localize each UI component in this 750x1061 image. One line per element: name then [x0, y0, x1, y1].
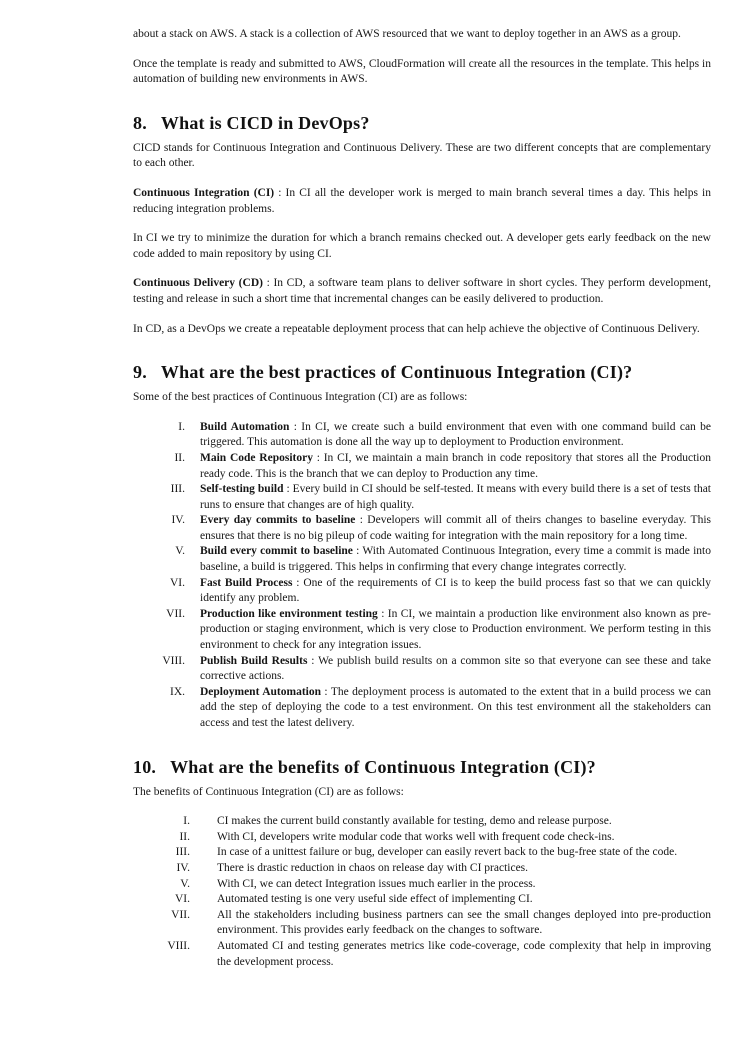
list-item [133, 814, 711, 830]
roman-numeral: I. [183, 815, 190, 828]
bold-term: Build Automation [200, 420, 290, 433]
heading-number: 10. [133, 756, 157, 777]
list-item-text [200, 482, 711, 513]
bold-term: Self-testing build [200, 483, 284, 496]
heading-title: What is CICD in DevOps? [160, 112, 370, 133]
roman-numeral: VII. [166, 607, 185, 620]
bold-term: Publish Build Results [200, 654, 308, 667]
best-practices-intro: Some of the best practices of Continuous Integration (CI) are as follows: [133, 391, 468, 404]
list-item [133, 513, 711, 544]
heading-number: 9. [133, 362, 147, 383]
roman-numeral: III. [170, 483, 185, 496]
bold-term: Deployment Automation [200, 685, 321, 698]
list-item [133, 482, 711, 513]
roman-numeral: VI. [174, 893, 190, 906]
item-body-text: With CI, we can detect Integration issues much earlier in the process. [217, 877, 536, 890]
ci-branch-paragraph: In CI we try to minimize the duration for which a branch remains checked out. A developer gets early feedback on the new code added to main repository by using CI. [133, 232, 711, 260]
cloudformation-paragraph: Once the template is ready and submitted to AWS, CloudFormation will create all the resources in the template. This helps in automation of building new environments in AWS. [133, 57, 711, 86]
roman-numeral: VIII. [167, 939, 190, 952]
page-content [133, 27, 711, 970]
item-body-text: : Every build in CI should be self-tested. It means with every build there is a set of tests that runs to ensure that changes are of high quality. [200, 483, 711, 511]
roman-numeral: V. [175, 545, 185, 558]
list-item-text [200, 654, 711, 685]
heading-title: What are the best practices of Continuous Integration (CI)? [160, 362, 633, 383]
list-item-text [217, 845, 711, 861]
item-body-text: : With Automated Continuous Integration, every time a commit is made into baseline, a build is triggered. This helps in confirming that every change integrates correctly. [200, 545, 711, 574]
bold-term: Continuous Delivery (CD) [133, 277, 263, 290]
item-body-text: In case of a unittest failure or bug, developer can easily revert back to the bug-free state of the code. [217, 846, 678, 859]
item-body-text: Automated testing is one very useful side effect of implementing CI. [217, 893, 533, 906]
bold-term: Continuous Integration (CI) [133, 186, 275, 199]
item-body-text: : Developers will commit all of theirs changes to baseline everyday. This ensures that there is no big pileup of code waiting for integration with the main repository for a long time. [200, 514, 711, 542]
list-item-text [217, 939, 711, 970]
list-item [133, 654, 711, 685]
continuous-integration-paragraph [133, 186, 711, 217]
list-item [133, 685, 711, 732]
list-item-text [217, 861, 711, 877]
heading-title: What are the benefits of Continuous Integration (CI)? [170, 756, 596, 777]
question-10-heading [133, 757, 711, 778]
list-item-text [217, 830, 711, 846]
continuous-delivery-paragraph [133, 276, 711, 307]
question-8-heading [133, 113, 711, 134]
list-item [133, 451, 711, 482]
item-body-text: CI makes the current build constantly available for testing, demo and release purpose. [217, 815, 612, 828]
list-item-text [200, 451, 711, 482]
roman-numeral: III. [175, 846, 190, 859]
roman-numeral: VII. [171, 908, 190, 921]
list-item [133, 830, 711, 846]
roman-numeral: VIII. [162, 654, 185, 667]
roman-numeral: II. [179, 830, 190, 843]
list-item [133, 607, 711, 654]
list-item-text [200, 685, 711, 732]
list-item [133, 845, 711, 861]
cd-objective-paragraph: In CD, as a DevOps we create a repeatable deployment process that can help achieve the objective of Continuous Delivery. [133, 322, 700, 335]
roman-numeral: II. [174, 451, 185, 464]
roman-numeral: IV. [176, 861, 190, 874]
list-item-text [217, 892, 711, 908]
list-item [133, 908, 711, 939]
bold-term: Every day commits to baseline [200, 514, 356, 527]
item-body-text: : In CI, we maintain a main branch in code repository that stores all the Production ready code. This is the branch that we can deploy to Production any time. [200, 451, 711, 480]
continuation-paragraph: about a stack on AWS. A stack is a collection of AWS resourced that we want to deploy together in an AWS as a group. [133, 28, 681, 40]
list-item-text [200, 420, 711, 451]
item-body-text: : In CI, we maintain a production like environment also known as pre-production or staging environment, which is very close to Production environment. We perform testing in this environment to check for any integration issues. [200, 607, 711, 652]
bold-term: Main Code Repository [200, 451, 313, 464]
item-body-text: Automated CI and testing generates metrics like code-coverage, code complexity that help in improving the development process. [217, 939, 711, 968]
list-item [133, 892, 711, 908]
bold-term: Build every commit to baseline [200, 545, 353, 558]
benefits-intro: The benefits of Continuous Integration (CI) are as follows: [133, 785, 404, 798]
benefits-list [133, 814, 711, 970]
list-item [133, 861, 711, 877]
cicd-definition-paragraph: CICD stands for Continuous Integration and Continuous Delivery. These are two different concepts that are complementary to each other. [133, 141, 711, 170]
list-item-text [200, 607, 711, 654]
item-body-text: : In CI, we create such a build environment that even with one command build can be triggered. This automation is done all the way up to deployment to Production environment. [200, 420, 711, 449]
list-item [133, 420, 711, 451]
list-item-text [200, 513, 711, 544]
roman-numeral: V. [180, 877, 190, 890]
roman-numeral: IX. [169, 685, 185, 698]
list-item-text [217, 908, 711, 939]
best-practices-list [133, 420, 711, 732]
list-item [133, 877, 711, 893]
item-body-text: : One of the requirements of CI is to keep the build process fast so that we can quickly identify any problem. [200, 576, 711, 605]
item-body-text: All the stakeholders including business partners can see the small changes deployed into pre-production environment. This provides early feedback on the changes to software. [217, 908, 711, 937]
roman-numeral: VI. [169, 576, 185, 589]
list-item-text [217, 877, 711, 893]
paragraph-text: : In CI all the developer work is merged to main branch several times a day. This helps in reducing integration problems. [133, 186, 711, 215]
bold-term: Production like environment testing [200, 607, 378, 620]
item-body-text: With CI, developers write modular code that works well with frequent code check-ins. [217, 830, 615, 843]
list-item-text [200, 544, 711, 575]
item-body-text: There is drastic reduction in chaos on release day with CI practices. [217, 861, 529, 874]
item-body-text: : The deployment process is automated to the extent that in a build process we can add the step of deploying the code to a test environment. On this test environment all the stakeholders can access and test the latest delivery. [200, 685, 711, 729]
roman-numeral: IV. [171, 514, 185, 527]
question-9-heading [133, 362, 711, 383]
list-item [133, 576, 711, 607]
list-item [133, 939, 711, 970]
list-item-text [217, 814, 711, 830]
heading-number: 8. [133, 112, 147, 133]
roman-numeral: I. [178, 420, 185, 433]
bold-term: Fast Build Process [200, 576, 293, 589]
item-body-text: : We publish build results on a common site so that everyone can see these and take corrective actions. [200, 654, 711, 683]
list-item [133, 544, 711, 575]
paragraph-text: : In CD, a software team plans to deliver software in short cycles. They perform development, testing and release in such a short time that incremental changes can be easily delivered to production. [133, 277, 711, 305]
list-item-text [200, 576, 711, 607]
